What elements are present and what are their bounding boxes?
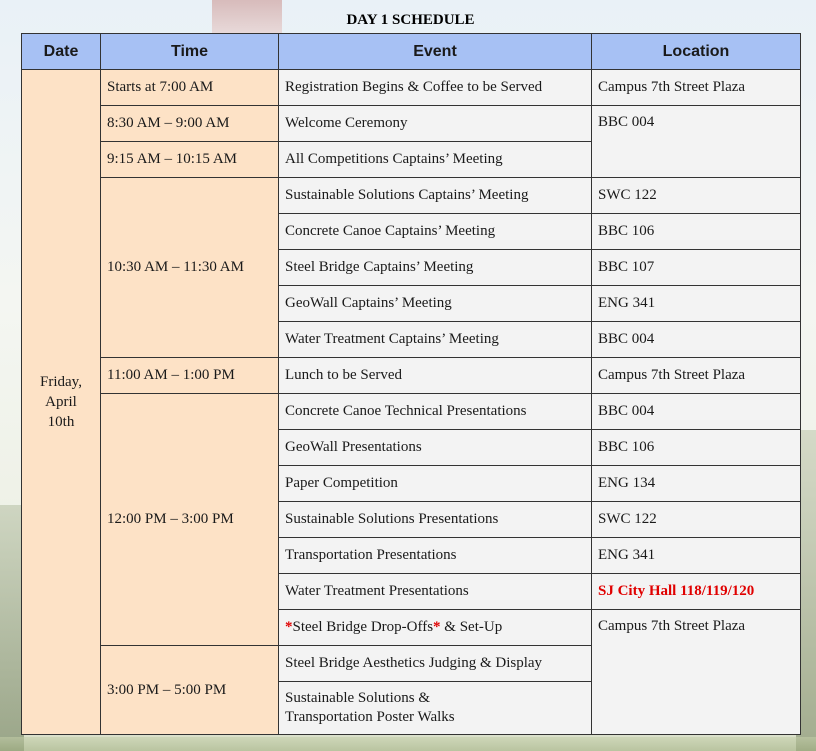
- background-grass: [0, 737, 816, 751]
- header-event: Event: [279, 34, 592, 70]
- table-row: [22, 106, 801, 142]
- event-text: Transportation Poster Walks: [285, 709, 455, 725]
- event-cell: [279, 682, 592, 735]
- event-cell: Steel Bridge Captains’ Meeting: [279, 250, 592, 286]
- table-row: [22, 394, 801, 430]
- event-cell: GeoWall Presentations: [279, 430, 592, 466]
- event-cell: Water Treatment Presentations: [279, 574, 592, 610]
- event-cell: All Competitions Captains’ Meeting: [279, 142, 592, 178]
- location-cell: Campus 7th Street Plaza: [592, 610, 801, 735]
- date-line-day: Friday,: [40, 374, 82, 390]
- date-line-month: April: [45, 394, 77, 410]
- event-cell: Concrete Canoe Captains’ Meeting: [279, 214, 592, 250]
- location-cell: ENG 134: [592, 466, 801, 502]
- location-highlight: SJ City Hall 118/119/120: [598, 583, 755, 599]
- time-cell: 12:00 PM – 3:00 PM: [101, 394, 279, 646]
- schedule-title: DAY 1 SCHEDULE: [346, 12, 475, 28]
- event-text: & Set-Up: [440, 619, 503, 635]
- location-cell: BBC 004: [592, 106, 801, 178]
- location-cell: Campus 7th Street Plaza: [592, 70, 801, 106]
- time-cell: 10:30 AM – 11:30 AM: [101, 178, 279, 358]
- location-cell: BBC 004: [592, 322, 801, 358]
- table-row: [22, 70, 801, 106]
- table-row: [22, 178, 801, 214]
- event-cell: Steel Bridge Aesthetics Judging & Display: [279, 646, 592, 682]
- location-cell: ENG 341: [592, 538, 801, 574]
- event-cell: Concrete Canoe Technical Presentations: [279, 394, 592, 430]
- event-cell: [279, 610, 592, 646]
- event-cell: Water Treatment Captains’ Meeting: [279, 322, 592, 358]
- location-cell: BBC 107: [592, 250, 801, 286]
- event-cell: Welcome Ceremony: [279, 106, 592, 142]
- location-cell: SWC 122: [592, 178, 801, 214]
- event-cell: Sustainable Solutions Captains’ Meeting: [279, 178, 592, 214]
- location-cell: Campus 7th Street Plaza: [592, 358, 801, 394]
- date-cell: [22, 70, 101, 735]
- event-cell: Registration Begins & Coffee to be Served: [279, 70, 592, 106]
- header-row: [22, 34, 801, 70]
- schedule-table: [21, 33, 801, 735]
- event-cell: Sustainable Solutions Presentations: [279, 502, 592, 538]
- location-cell: BBC 106: [592, 214, 801, 250]
- event-cell: Paper Competition: [279, 466, 592, 502]
- time-cell: 8:30 AM – 9:00 AM: [101, 106, 279, 142]
- location-cell: [592, 574, 801, 610]
- date-line-daynum: 10th: [47, 414, 75, 430]
- location-cell: SWC 122: [592, 502, 801, 538]
- location-cell: BBC 004: [592, 394, 801, 430]
- table-row: [22, 358, 801, 394]
- location-cell: ENG 341: [592, 286, 801, 322]
- header-time: Time: [101, 34, 279, 70]
- time-cell: 11:00 AM – 1:00 PM: [101, 358, 279, 394]
- time-cell: 3:00 PM – 5:00 PM: [101, 646, 279, 735]
- location-cell: BBC 106: [592, 430, 801, 466]
- header-location: Location: [592, 34, 801, 70]
- event-cell: Lunch to be Served: [279, 358, 592, 394]
- header-date: Date: [22, 34, 101, 70]
- event-cell: Transportation Presentations: [279, 538, 592, 574]
- event-text: Sustainable Solutions &: [285, 690, 431, 706]
- time-cell: 9:15 AM – 10:15 AM: [101, 142, 279, 178]
- event-text: Steel Bridge Drop-Offs: [292, 619, 434, 635]
- asterisk-mark: *: [433, 619, 441, 635]
- time-cell: Starts at 7:00 AM: [101, 70, 279, 106]
- event-cell: GeoWall Captains’ Meeting: [279, 286, 592, 322]
- asterisk-mark: *: [285, 619, 293, 635]
